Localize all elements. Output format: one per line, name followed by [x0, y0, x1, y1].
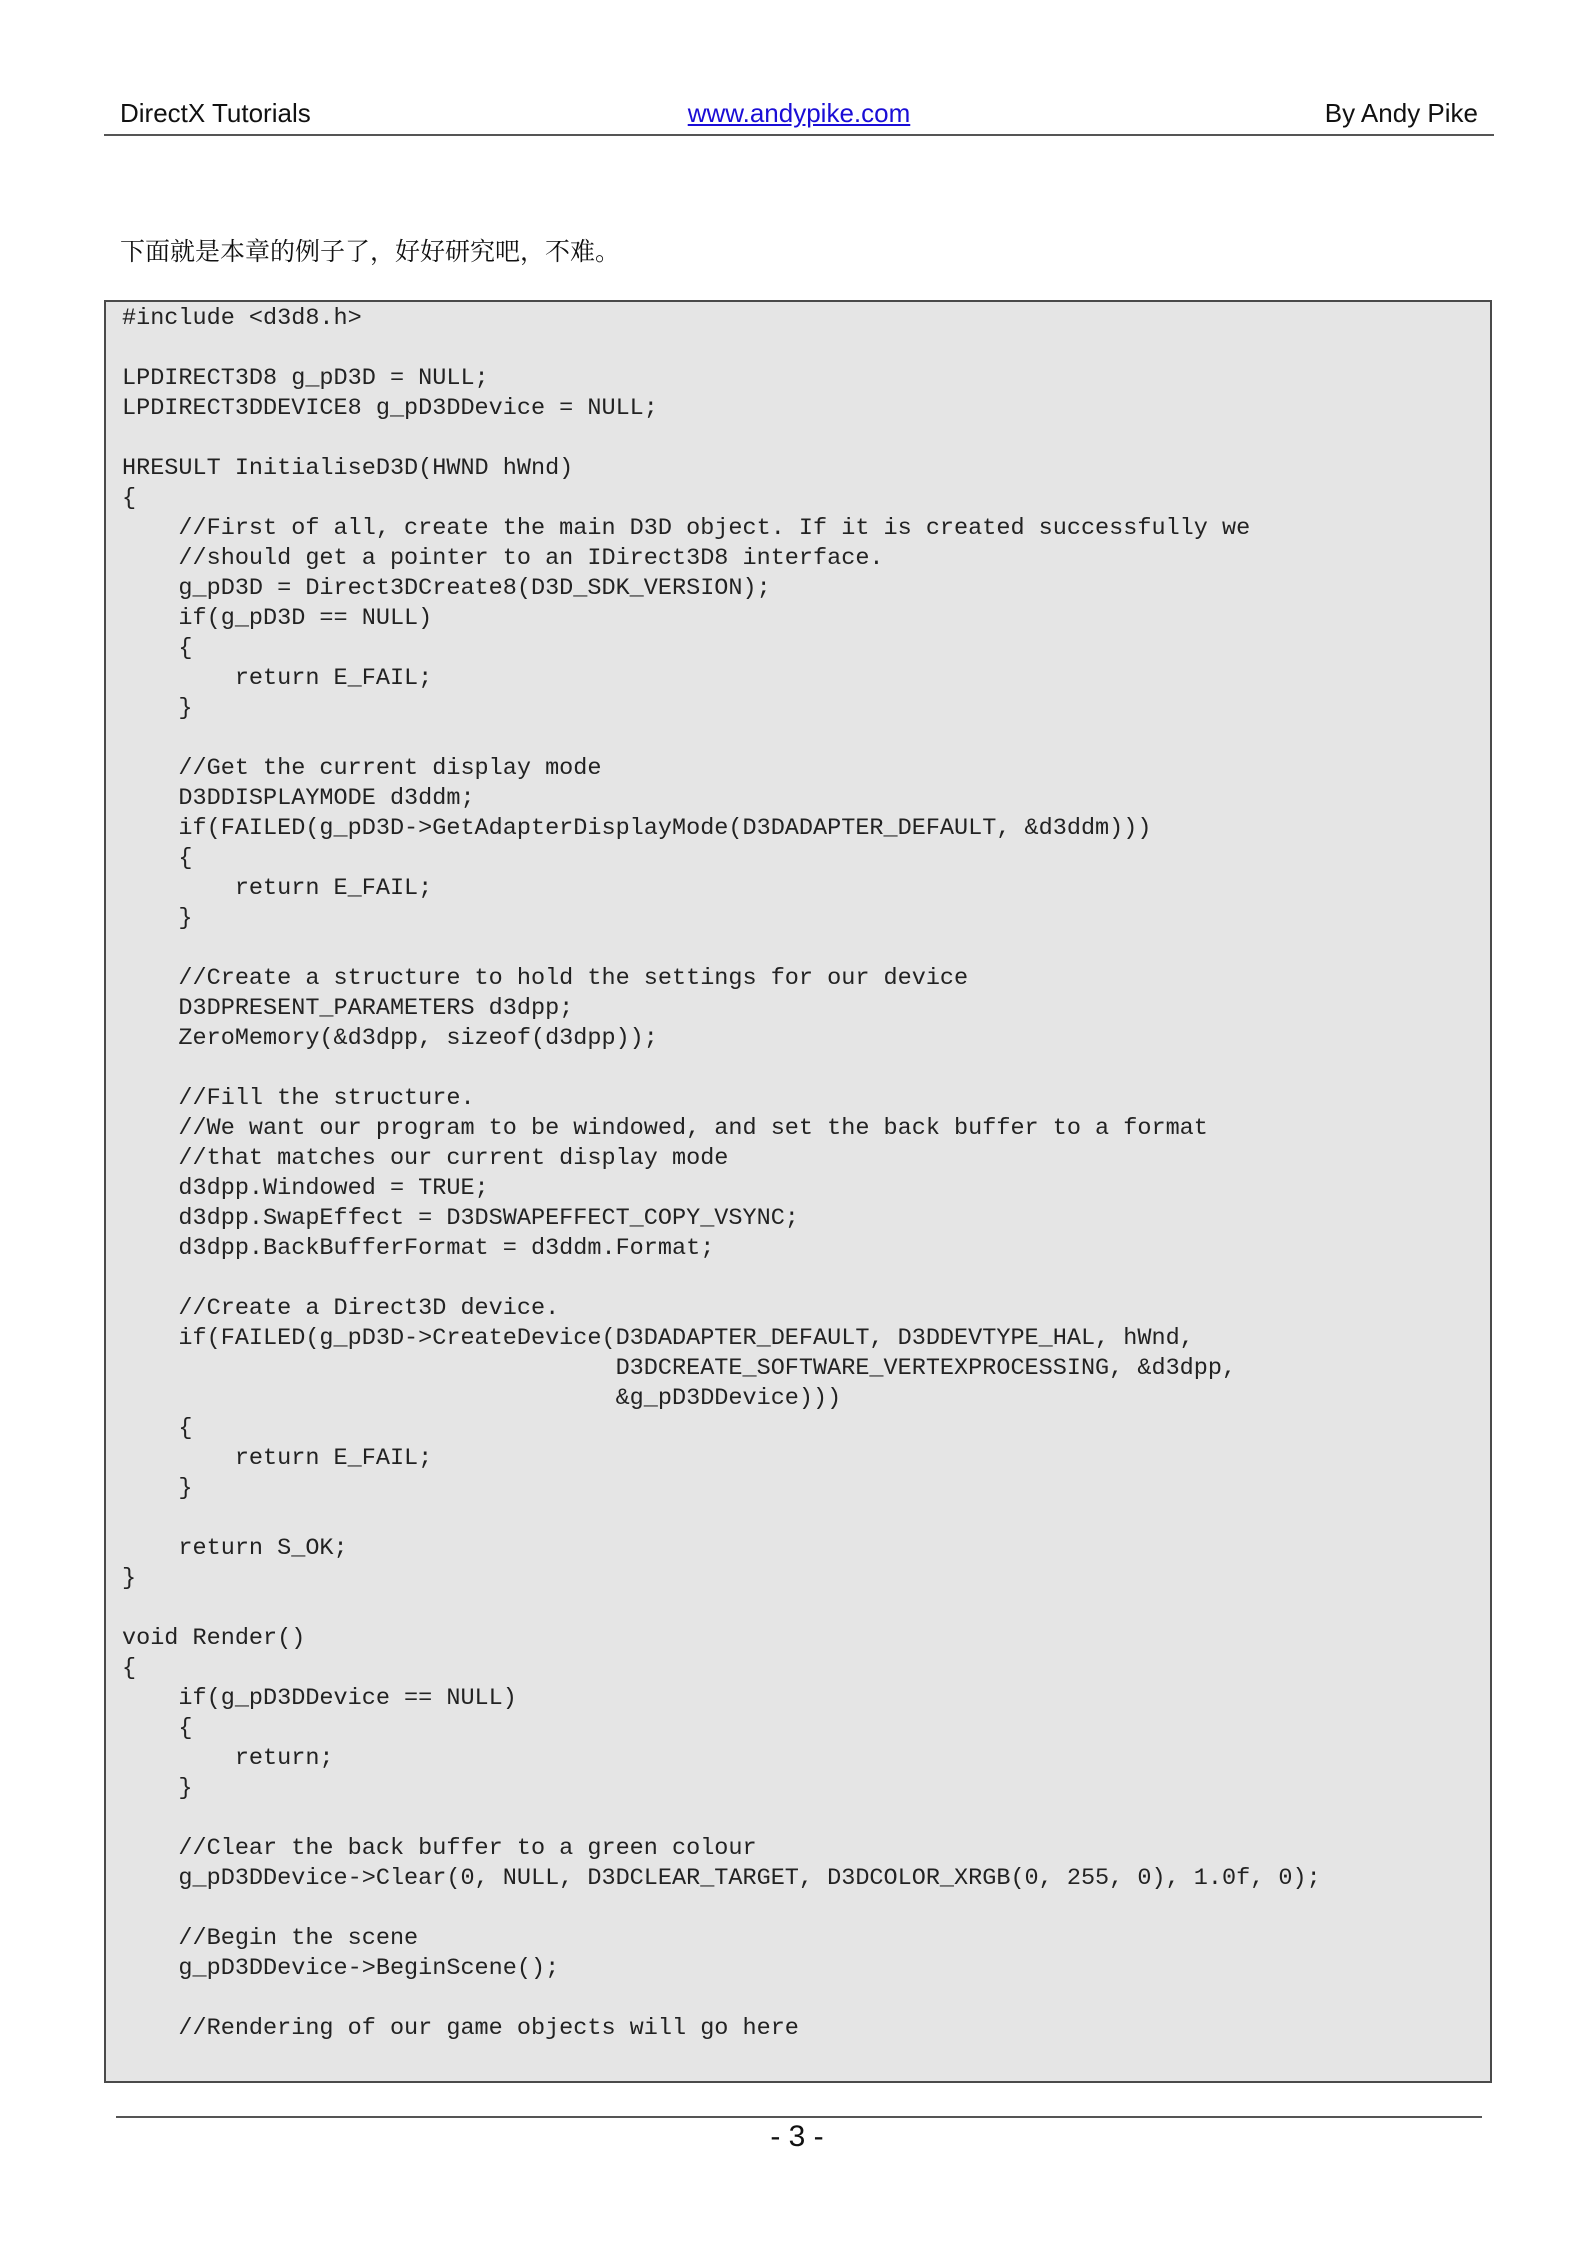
code-line: { — [122, 845, 193, 872]
code-line: //Clear the back buffer to a green colour — [122, 1835, 757, 1862]
code-line: d3dpp.BackBufferFormat = d3ddm.Format; — [122, 1235, 715, 1262]
code-line: //We want our program to be windowed, and set the back buffer to a format — [122, 1115, 1208, 1142]
code-line: { — [122, 1415, 193, 1442]
code-line — [122, 334, 1321, 364]
code-line: //Rendering of our game objects will go here — [122, 2015, 799, 2042]
code-line: //that matches our current display mode — [122, 1145, 729, 1172]
code-line: //Begin the scene — [122, 1925, 419, 1952]
code-line — [122, 724, 1321, 754]
code-line: void Render() — [122, 1625, 306, 1652]
code-line: LPDIRECT3D8 g_pD3D = NULL; — [122, 365, 489, 392]
code-line: if(g_pD3D == NULL) — [122, 605, 433, 632]
code-line: //Fill the structure. — [122, 1085, 475, 1112]
code-line: if(FAILED(g_pD3D->GetAdapterDisplayMode(D3DADAPTER_DEFAULT, &d3ddm))) — [122, 815, 1152, 842]
code-line: return E_FAIL; — [122, 875, 433, 902]
code-line: //First of all, create the main D3D object. If it is created successfully we — [122, 515, 1251, 542]
code-line — [122, 1054, 1321, 1084]
code-line: if(g_pD3DDevice == NULL) — [122, 1685, 517, 1712]
code-line: { — [122, 485, 137, 512]
code-line: //should get a pointer to an IDirect3D8 interface. — [122, 545, 884, 572]
code-line: g_pD3DDevice->BeginScene(); — [122, 1955, 560, 1982]
code-line — [122, 424, 1321, 454]
code-line: } — [122, 905, 193, 932]
code-line: return E_FAIL; — [122, 665, 433, 692]
footer-divider — [116, 2116, 1482, 2118]
header-title: DirectX Tutorials — [120, 98, 311, 128]
code-line: g_pD3D = Direct3DCreate8(D3D_SDK_VERSION); — [122, 575, 771, 602]
code-line: return E_FAIL; — [122, 1445, 433, 1472]
code-line: { — [122, 1655, 137, 1682]
code-listing — [104, 300, 1492, 2083]
code-line: } — [122, 1475, 193, 1502]
intro-paragraph: 下面就是本章的例子了，好好研究吧，不难。 — [120, 237, 621, 266]
code-line: { — [122, 1715, 193, 1742]
code-line: ZeroMemory(&d3dpp, sizeof(d3dpp)); — [122, 1025, 658, 1052]
code-line: g_pD3DDevice->Clear(0, NULL, D3DCLEAR_TARGET, D3DCOLOR_XRGB(0, 255, 0), 1.0f, 0); — [122, 1865, 1321, 1892]
code-line: D3DPRESENT_PARAMETERS d3dpp; — [122, 995, 574, 1022]
code-line — [122, 1984, 1321, 2014]
code-line — [122, 1804, 1321, 1834]
code-line: &g_pD3DDevice))) — [122, 1385, 842, 1412]
code-line: D3DDISPLAYMODE d3ddm; — [122, 785, 475, 812]
code-line: if(FAILED(g_pD3D->CreateDevice(D3DADAPTER_DEFAULT, D3DDEVTYPE_HAL, hWnd, — [122, 1325, 1194, 1352]
code-line: } — [122, 695, 193, 722]
code-line — [122, 1594, 1321, 1624]
code-line: } — [122, 1775, 193, 1802]
code-line: d3dpp.Windowed = TRUE; — [122, 1175, 489, 1202]
code-line: { — [122, 635, 193, 662]
header-author: By Andy Pike — [1324, 98, 1478, 128]
code-line: d3dpp.SwapEffect = D3DSWAPEFFECT_COPY_VSYNC; — [122, 1205, 799, 1232]
code-line: D3DCREATE_SOFTWARE_VERTEXPROCESSING, &d3dpp, — [122, 1355, 1237, 1382]
page-number: - 3 - — [770, 2120, 824, 2153]
code-line: //Create a Direct3D device. — [122, 1295, 560, 1322]
code-lines — [122, 304, 1321, 2044]
code-line: //Get the current display mode — [122, 755, 602, 782]
code-line — [122, 934, 1321, 964]
code-line — [122, 1264, 1321, 1294]
website-link[interactable]: www.andypike.com — [687, 98, 911, 128]
code-line: #include <d3d8.h> — [122, 305, 362, 332]
code-line — [122, 1504, 1321, 1534]
page-header — [104, 98, 1494, 136]
code-line: LPDIRECT3DDEVICE8 g_pD3DDevice = NULL; — [122, 395, 658, 422]
code-line: return; — [122, 1745, 334, 1772]
code-line: return S_OK; — [122, 1535, 348, 1562]
code-line — [122, 1894, 1321, 1924]
code-line: //Create a structure to hold the settings for our device — [122, 965, 969, 992]
code-line: } — [122, 1565, 137, 1592]
code-line: HRESULT InitialiseD3D(HWND hWnd) — [122, 455, 574, 482]
